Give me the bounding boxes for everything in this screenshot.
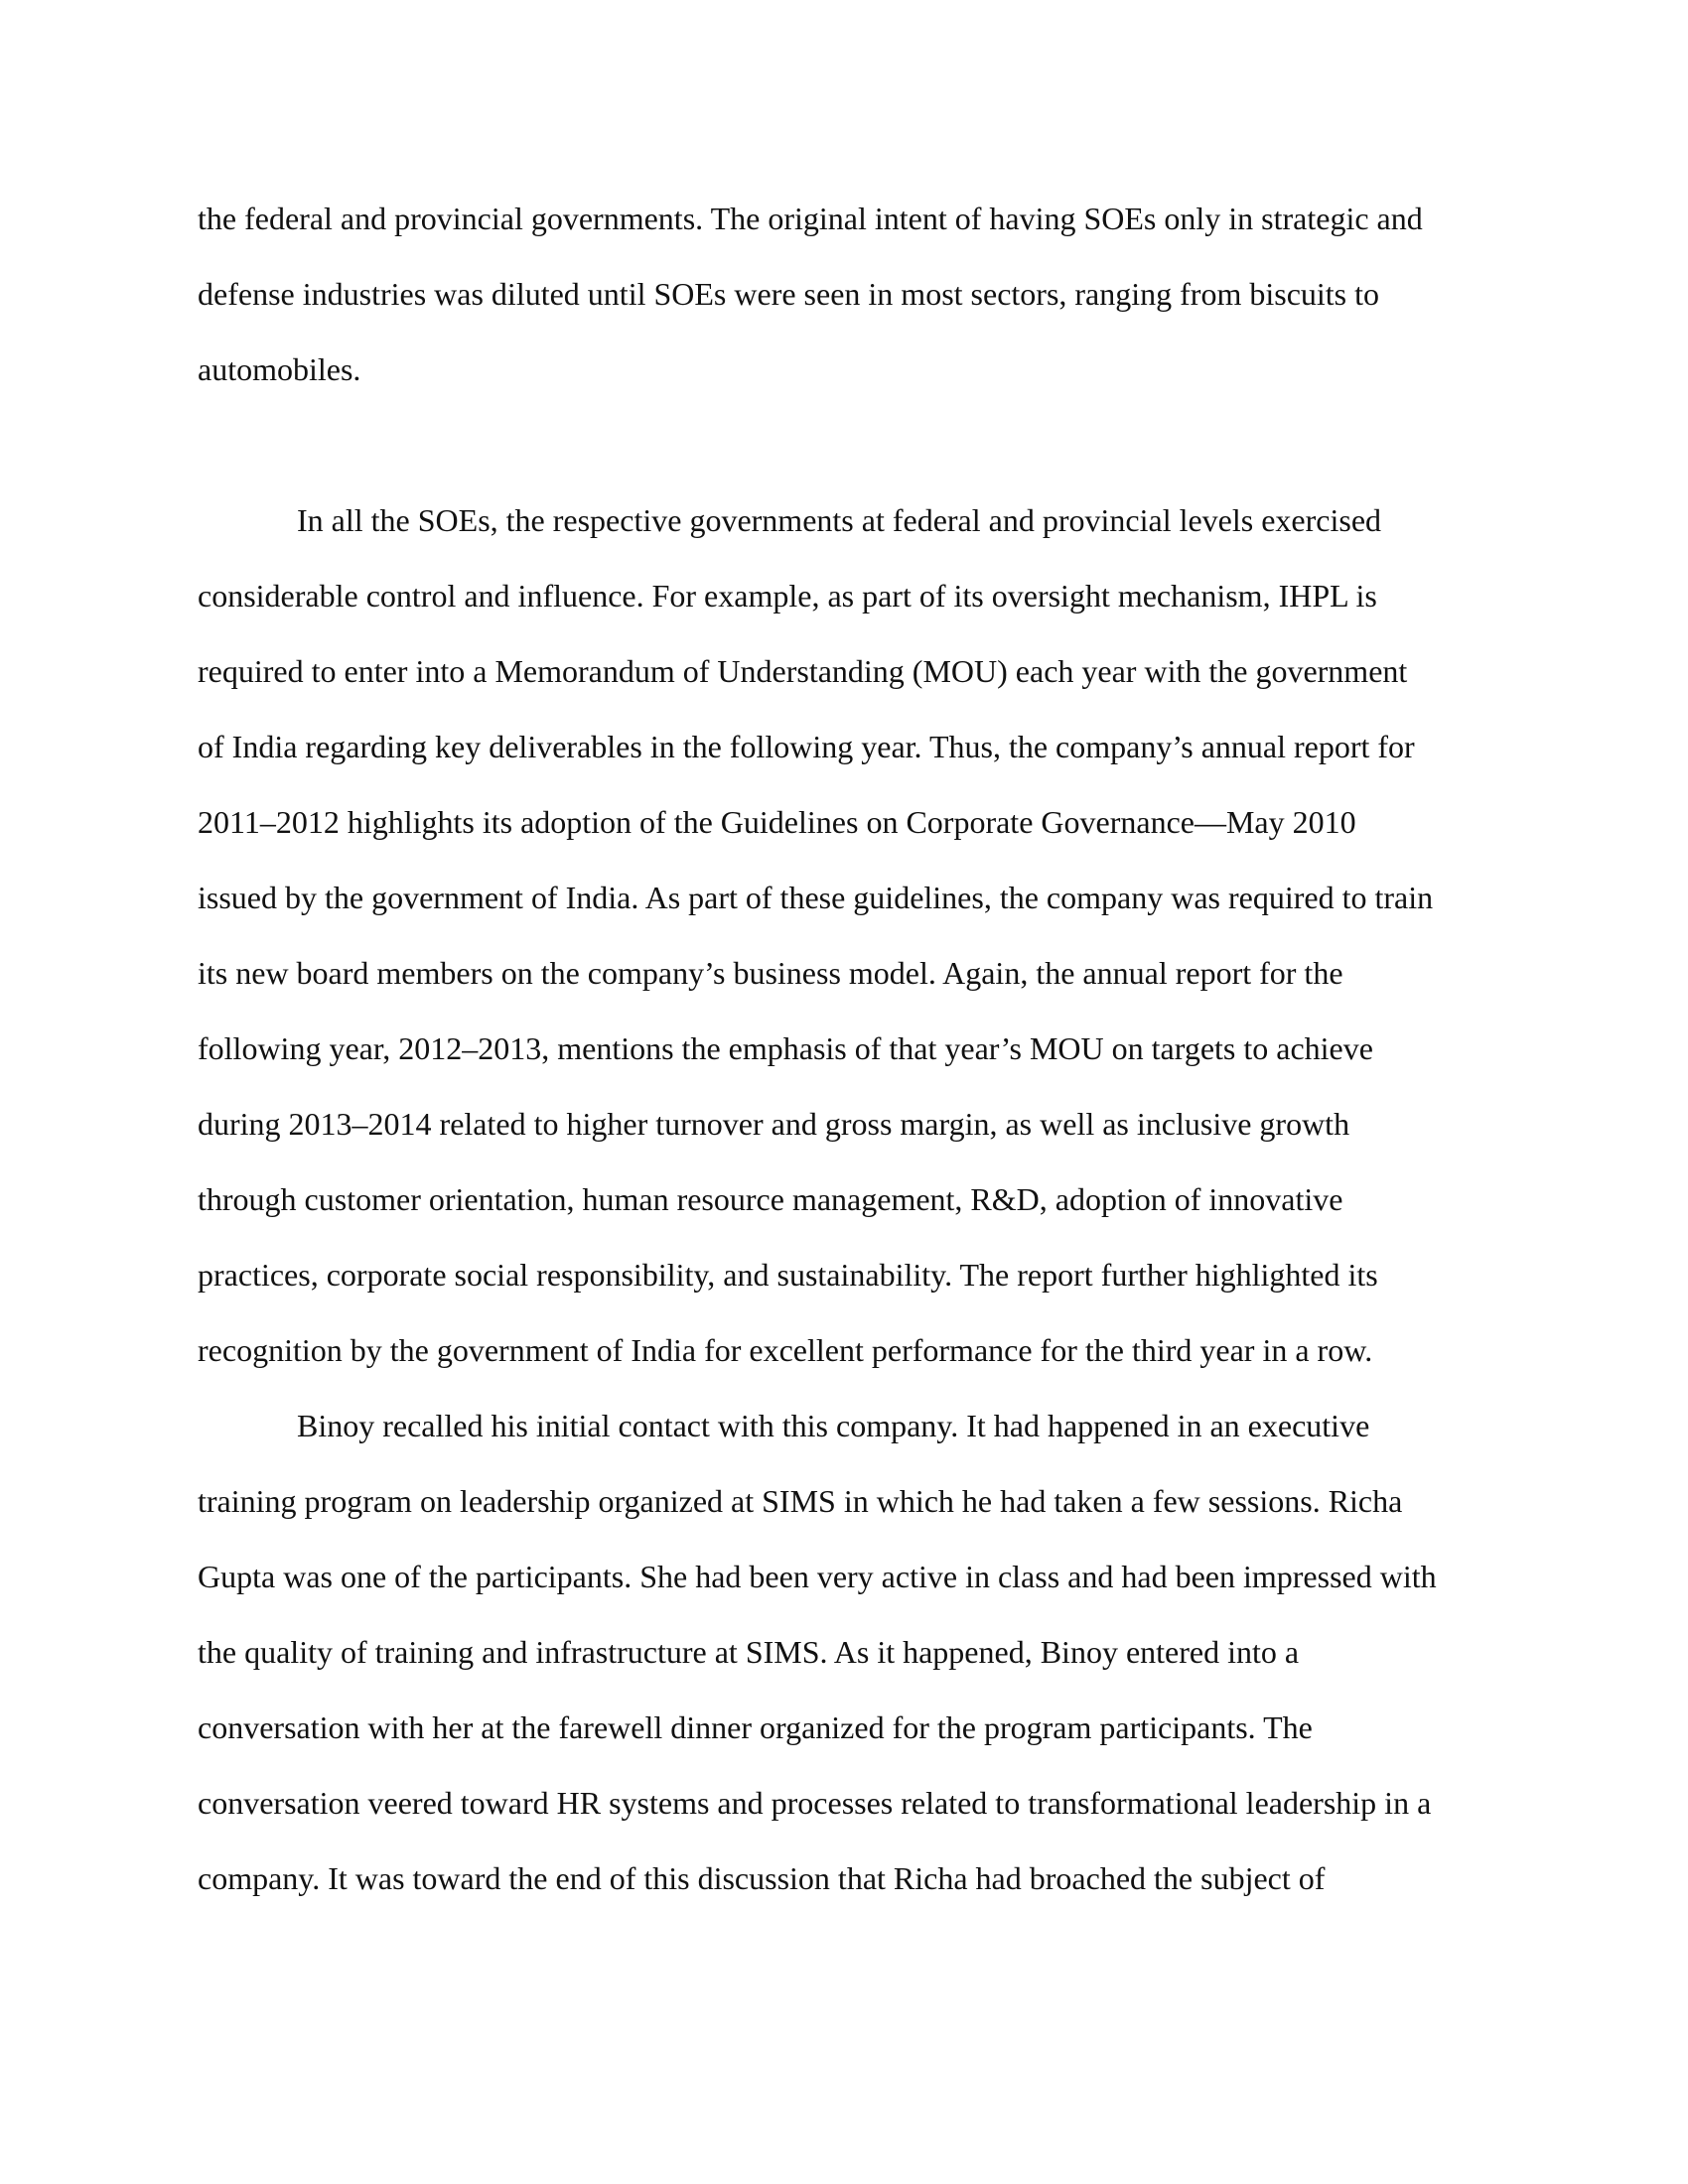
text-line: practices, corporate social responsibility, and sustainability. The report further highlighted its xyxy=(198,1257,1378,1293)
text-line: training program on leadership organized at SIMS in which he had taken a few sessions. Richa xyxy=(198,1483,1403,1519)
text-line: the quality of training and infrastructure at SIMS. As it happened, Binoy entered into a xyxy=(198,1634,1300,1670)
text-line: issued by the government of India. As part of these guidelines, the company was required to train xyxy=(198,880,1434,915)
text-line: defense industries was diluted until SOEs were seen in most sectors, ranging from biscuits to xyxy=(198,276,1380,312)
text-line: Gupta was one of the participants. She had been very active in class and had been impressed with xyxy=(198,1559,1437,1594)
text-line: automobiles. xyxy=(198,351,361,387)
paragraph-first-line: Binoy recalled his initial contact with this company. It had happened in an executive xyxy=(297,1408,1370,1443)
text-line: the federal and provincial governments. The original intent of having SOEs only in strategic and xyxy=(198,201,1423,236)
paragraph-first-line: In all the SOEs, the respective governments at federal and provincial levels exercised xyxy=(297,502,1382,538)
text-line: following year, 2012–2013, mentions the emphasis of that year’s MOU on targets to achieve xyxy=(198,1030,1373,1066)
text-line: during 2013–2014 related to higher turnover and gross margin, as well as inclusive growth xyxy=(198,1106,1350,1142)
text-line: required to enter into a Memorandum of Understanding (MOU) each year with the government xyxy=(198,653,1408,689)
text-line: 2011–2012 highlights its adoption of the Guidelines on Corporate Governance—May 2010 xyxy=(198,804,1356,840)
text-line: through customer orientation, human resource management, R&D, adoption of innovative xyxy=(198,1181,1343,1217)
text-line: company. It was toward the end of this discussion that Richa had broached the subject of xyxy=(198,1860,1326,1896)
text-line: its new board members on the company’s business model. Again, the annual report for the xyxy=(198,955,1343,991)
text-line: of India regarding key deliverables in the following year. Thus, the company’s annual report for xyxy=(198,729,1415,764)
text-line: considerable control and influence. For example, as part of its oversight mechanism, IHPL is xyxy=(198,578,1377,614)
text-line: recognition by the government of India for excellent performance for the third year in a row. xyxy=(198,1332,1373,1368)
text-line: conversation veered toward HR systems and processes related to transformational leadership in a xyxy=(198,1785,1432,1821)
text-line: conversation with her at the farewell dinner organized for the program participants. The xyxy=(198,1709,1313,1745)
